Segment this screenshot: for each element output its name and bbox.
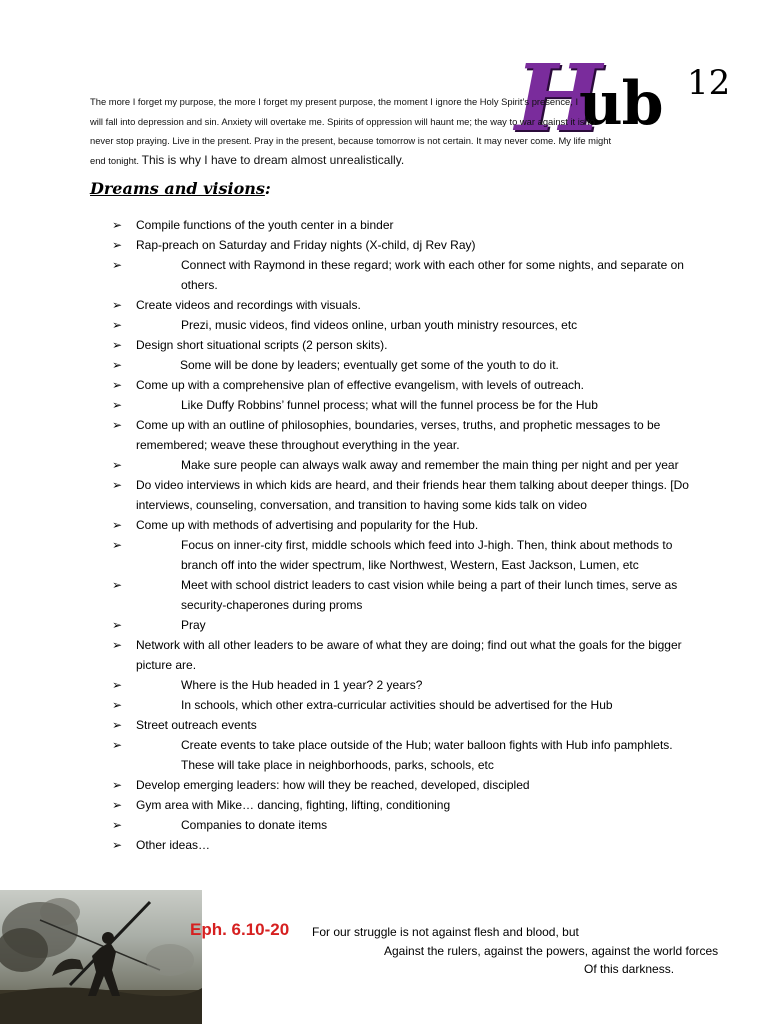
arrow-bullet-icon: ➢ [112, 318, 123, 332]
list-item-text: Connect with Raymond in these regard; work with each other for some nights, and separate on others. [181, 258, 684, 292]
section-heading-colon: : [264, 179, 271, 198]
intro-paragraph [90, 92, 690, 170]
list-item-text: Prezi, music videos, find videos online, urban youth ministry resources, etc [181, 318, 578, 332]
list-item [112, 375, 692, 395]
list-item-text: Some will be done by leaders; eventually get some of the youth to do it. [180, 358, 559, 372]
arrow-bullet-icon: ➢ [112, 538, 123, 552]
scripture-reference: Eph. 6.10-20 [190, 920, 290, 939]
arrow-bullet-icon: ➢ [112, 738, 123, 752]
arrow-bullet-icon: ➢ [112, 258, 123, 272]
list-item-text: Create videos and recordings with visuals. [136, 298, 361, 312]
arrow-bullet-icon: ➢ [112, 298, 123, 312]
arrow-bullet-icon: ➢ [112, 578, 123, 592]
list-item-text: Do video interviews in which kids are heard, and their friends hear them talking about deeper things. [Do interviews, counseling, conversation, and transition to having some kids talk on video [136, 478, 689, 512]
scripture-line-3: Of this darkness. [584, 962, 675, 976]
arrow-bullet-icon: ➢ [112, 618, 123, 632]
sub-list-item [112, 535, 692, 575]
sub-list-item [112, 575, 692, 615]
list-item-text: Compile functions of the youth center in a binder [136, 218, 394, 232]
list-item [112, 215, 692, 235]
logo-letters-ub: ub [579, 69, 663, 139]
section-heading-title: Dreams and visions [90, 179, 265, 198]
arrow-bullet-icon: ➢ [112, 338, 123, 352]
intro-line-4 [90, 151, 690, 171]
scripture-line-1: For our struggle is not against flesh and blood, but [312, 925, 579, 939]
list-item [112, 835, 692, 855]
dreams-list [112, 215, 692, 855]
list-item-text: Like Duffy Robbins’ funnel process; what will the funnel process be for the Hub [181, 398, 598, 412]
intro-line-2: will fall into depression and sin. Anxiety will overtake me. Spirits of oppression will haunt me; the way to war against it is to [90, 115, 595, 127]
sub-list-item [112, 315, 692, 335]
sub-list-item [112, 695, 692, 715]
arrow-bullet-icon: ➢ [112, 778, 123, 792]
sub-list-item [112, 735, 692, 775]
list-item-text: Come up with methods of advertising and popularity for the Hub. [136, 518, 479, 532]
arrow-bullet-icon: ➢ [112, 238, 123, 252]
arrow-bullet-icon: ➢ [112, 358, 123, 372]
arrow-bullet-icon: ➢ [112, 458, 123, 472]
warrior-illustration [0, 890, 202, 1024]
list-item [112, 335, 692, 355]
list-item-text: Network with all other leaders to be aware of what they are doing; find out what the goals for the bigger picture are. [136, 638, 682, 672]
intro-line-4-emphasis: This is why I have to dream almost unrealistically. [141, 152, 405, 167]
list-item [112, 635, 692, 675]
list-item-text: Street outreach events [136, 718, 257, 732]
arrow-bullet-icon: ➢ [112, 838, 123, 852]
sub-list-item [112, 815, 692, 835]
sub-list-item [112, 355, 692, 375]
list-item-text: Develop emerging leaders: how will they be reached, developed, discipled [136, 778, 530, 792]
arrow-bullet-icon: ➢ [112, 418, 123, 432]
list-item [112, 795, 692, 815]
list-item-text: Create events to take place outside of the Hub; water balloon fights with Hub info pamphlets. These will take place in neighborhoods, parks, schools, etc [181, 738, 673, 772]
list-item [112, 295, 692, 315]
intro-line-1: The more I forget my purpose, the more I forget my present purpose, the moment I ignore the Holy Spirit’s presence, I [90, 96, 579, 107]
sub-list-item [112, 255, 692, 295]
arrow-bullet-icon: ➢ [112, 398, 123, 412]
logo-superscript: 12 [687, 63, 731, 103]
list-item-text: Focus on inner-city first, middle schools which feed into J-high. Then, think about methods to branch off into the wider spectrum, like Northwest, Western, East Jackson, Lumen, etc [181, 538, 673, 572]
list-item-text: Come up with an outline of philosophies, boundaries, verses, truths, and prophetic messages to be remembered; weave these throughout everything in the year. [136, 418, 661, 452]
list-item-text: Where is the Hub headed in 1 year? 2 years? [181, 678, 423, 692]
arrow-bullet-icon: ➢ [112, 678, 123, 692]
list-item [112, 515, 692, 535]
section-heading [90, 178, 271, 200]
intro-line-4-start: end tonight. [90, 154, 139, 166]
list-item-text: In schools, which other extra-curricular activities should be advertised for the Hub [181, 698, 613, 712]
list-item [112, 715, 692, 735]
list-item [112, 415, 692, 455]
list-item-text: Design short situational scripts (2 person skits). [136, 338, 388, 352]
list-item-text: Meet with school district leaders to cast vision while being a part of their lunch times, serve as security-chaperones during proms [181, 578, 678, 612]
sub-list-item [112, 455, 692, 475]
list-item-text: Pray [181, 618, 206, 632]
arrow-bullet-icon: ➢ [112, 818, 123, 832]
arrow-bullet-icon: ➢ [112, 218, 123, 232]
warrior-scene-graphic [0, 890, 202, 1024]
list-item-text: Rap-preach on Saturday and Friday nights (X-child, dj Rev Ray) [136, 238, 476, 252]
arrow-bullet-icon: ➢ [112, 638, 123, 652]
list-item [112, 775, 692, 795]
arrow-bullet-icon: ➢ [112, 378, 123, 392]
sub-list-item [112, 615, 692, 635]
list-item-text: Come up with a comprehensive plan of effective evangelism, with levels of outreach. [136, 378, 585, 392]
sub-list-item [112, 395, 692, 415]
arrow-bullet-icon: ➢ [112, 698, 123, 712]
list-item-text: Other ideas… [136, 838, 211, 852]
list-item-text: Gym area with Mike… dancing, fighting, lifting, conditioning [136, 798, 451, 812]
list-item-text: Make sure people can always walk away and remember the main thing per night and per year [181, 458, 679, 472]
scripture-line-2: Against the rulers, against the powers, against the world forces [384, 944, 719, 958]
arrow-bullet-icon: ➢ [112, 718, 123, 732]
logo-letter-h: H [515, 44, 600, 152]
sub-list-item [112, 675, 692, 695]
intro-line-3: never stop praying. Live in the present. Pray in the present, because tomorrow is not certain. It may never come. My life might [90, 135, 612, 146]
list-item [112, 475, 692, 515]
arrow-bullet-icon: ➢ [112, 478, 123, 492]
arrow-bullet-icon: ➢ [112, 518, 123, 532]
arrow-bullet-icon: ➢ [112, 798, 123, 812]
list-item [112, 235, 692, 255]
list-item-text: Companies to donate items [181, 818, 328, 832]
